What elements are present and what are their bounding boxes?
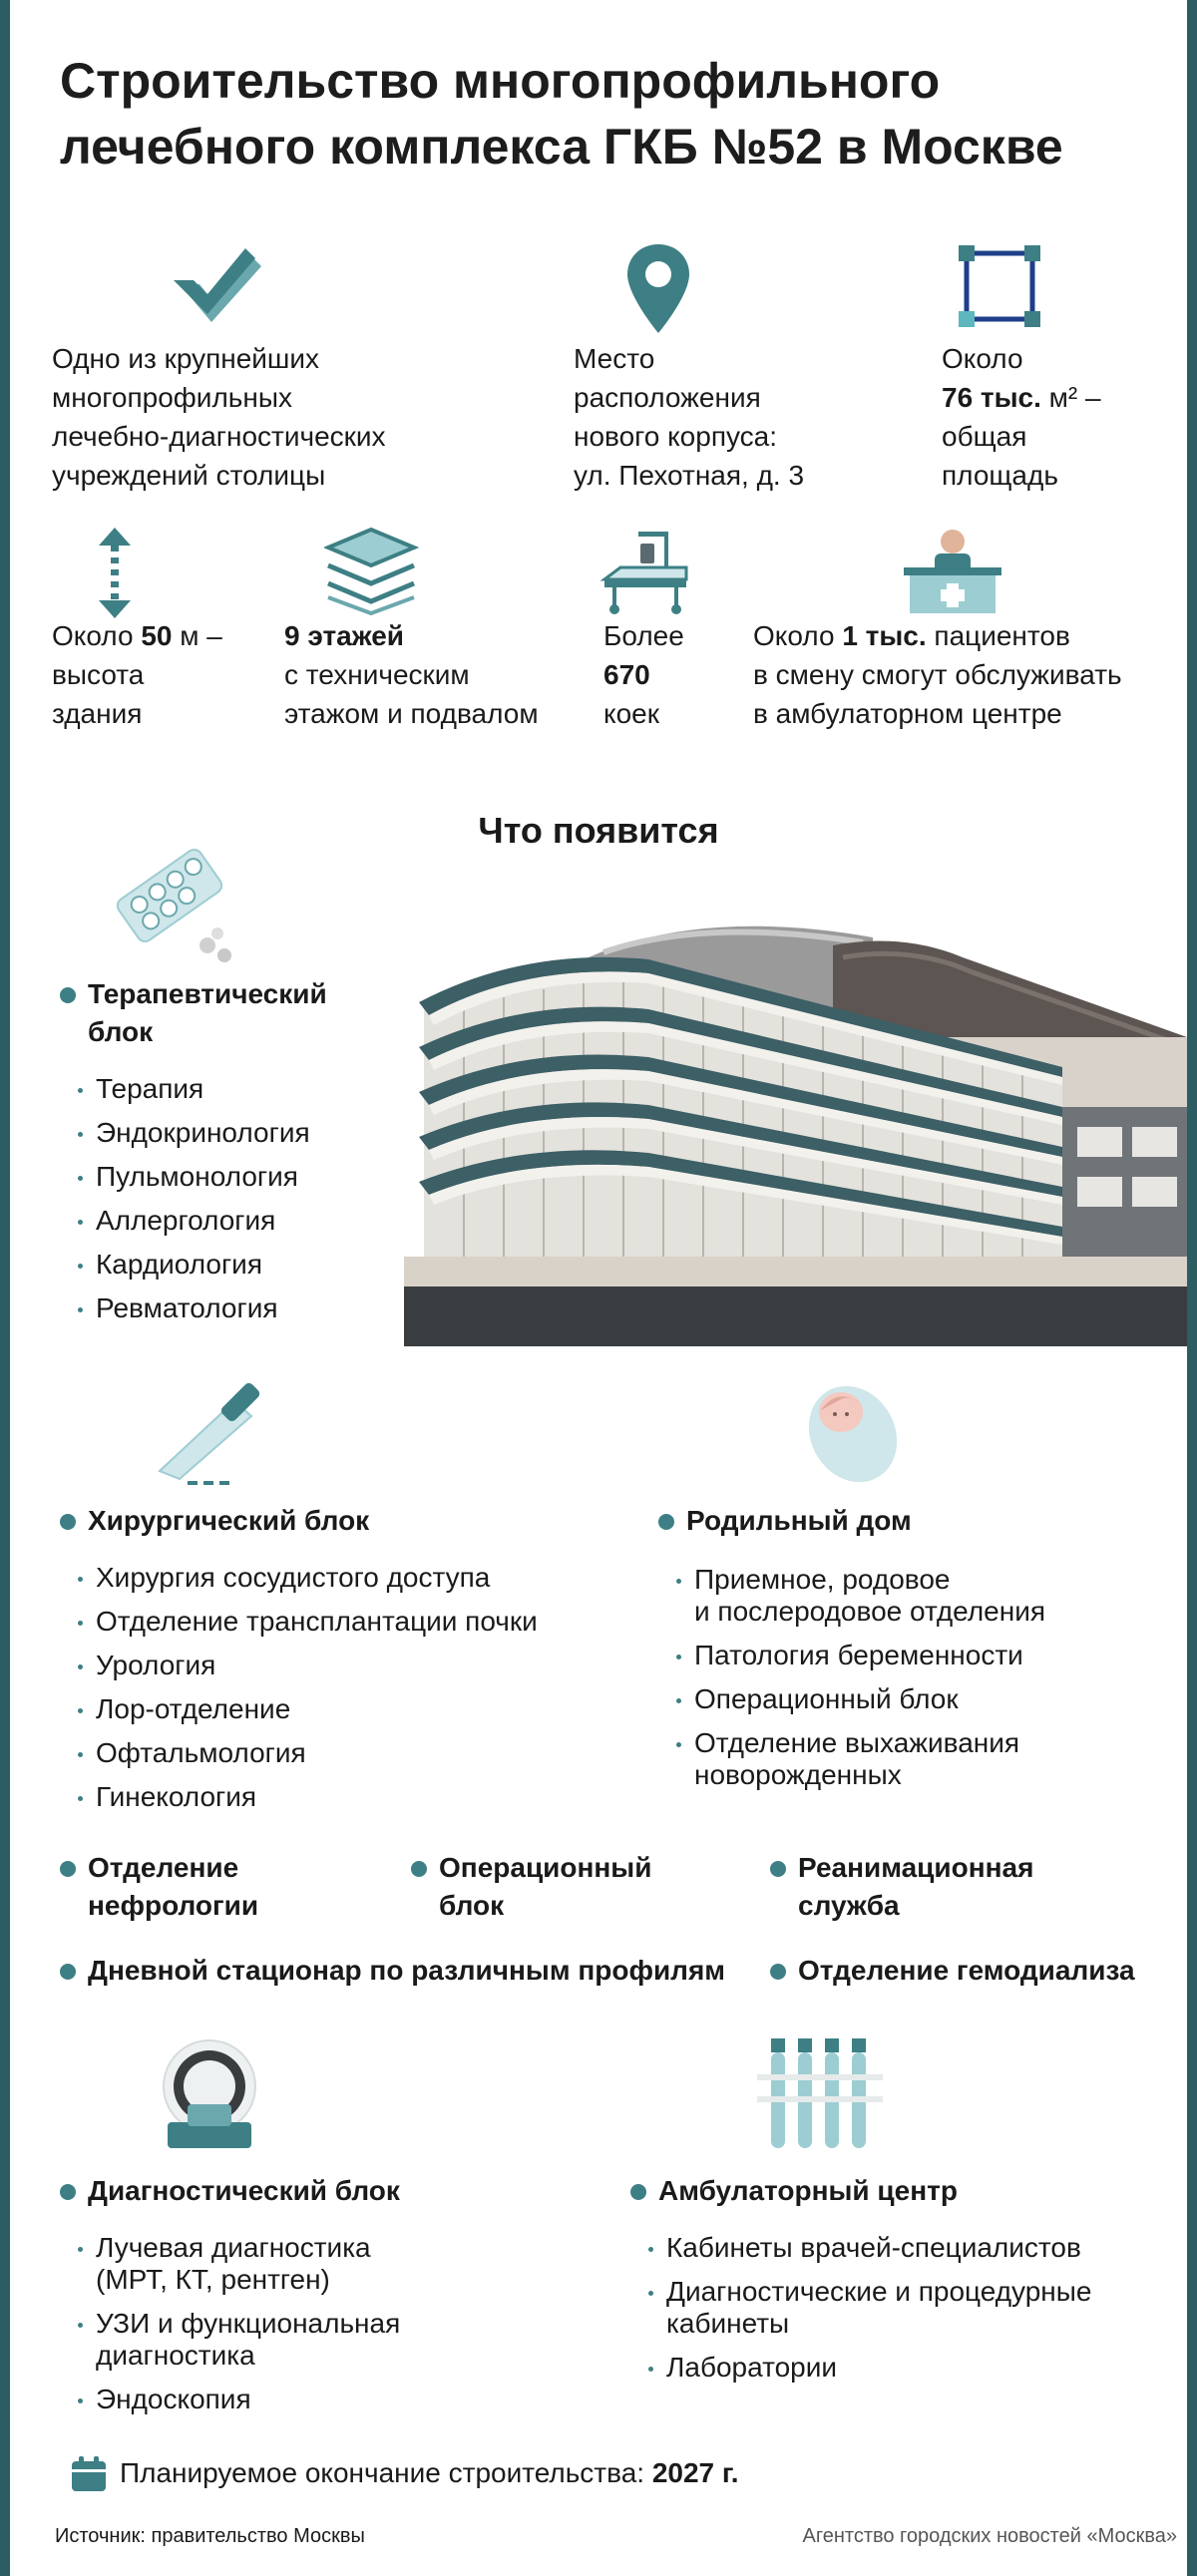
list-item: Кабинеты врачей-специалистов	[648, 2232, 1091, 2264]
maternity-block-heading: Родильный дом	[686, 1502, 912, 1540]
list-item: Патология беременности	[676, 1640, 1045, 1671]
mri-scanner-icon	[150, 2034, 269, 2154]
fact-largest: Одно из крупнейших многопрофильных лечебно-диагностических учреждений столицы	[52, 343, 386, 491]
page-title: Строительство многопрофильного лечебного комплекса ГКБ №52 в Москве	[60, 53, 1063, 175]
list-item: Эндоскопия	[78, 2384, 400, 2415]
bullet-dot	[770, 1861, 786, 1877]
infographic-card	[10, 0, 1187, 2576]
list-item: Пульмонология	[78, 1155, 310, 1199]
hemodialysis-heading: Отделение гемодиализа	[798, 1952, 1135, 1990]
test-tubes-icon	[753, 2034, 888, 2154]
hospital-building-illustration	[404, 898, 1187, 1346]
bullet-dot	[658, 1514, 674, 1530]
bullet-dot	[60, 987, 76, 1003]
surgery-list	[78, 1556, 538, 1819]
fact-patients: Около 1 тыс. пациентов в смену смогут обслуживать в амбулаторном центре	[753, 620, 1122, 729]
fact-beds: Более 670 коек	[603, 620, 684, 729]
checkmark-icon	[170, 244, 264, 329]
list-item: Приемное, родовое и послеродовое отделения	[676, 1564, 1045, 1628]
fact-height: Около 50 м – высота здания	[52, 620, 222, 729]
source-note: Источник: правительство Москвы	[55, 2525, 365, 2547]
list-item: Терапия	[78, 1067, 310, 1111]
list-item: УЗИ и функциональная диагностика	[78, 2308, 400, 2372]
floors-layers-icon	[324, 526, 419, 615]
bullet-dot	[630, 2184, 646, 2200]
fact-location: Место расположения нового корпуса: ул. Пехотная, д. 3	[574, 343, 805, 491]
bullet-dot	[60, 2184, 76, 2200]
nephrology-heading: Отделение нефрологии	[88, 1849, 258, 1925]
diagnostic-list	[78, 2232, 400, 2427]
surgery-block-heading: Хирургический блок	[88, 1502, 369, 1540]
completion-date: Планируемое окончание строительства: 2027 г.	[120, 2457, 739, 2488]
list-item: Хирургия сосудистого доступа	[78, 1556, 538, 1600]
ambulatory-list	[648, 2232, 1091, 2395]
list-item: Аллергология	[78, 1199, 310, 1243]
hospital-bed-icon	[598, 524, 693, 618]
bullet-dot	[411, 1861, 427, 1877]
area-square-icon	[958, 244, 1042, 329]
list-item: Отделение выхаживания новорожденных	[676, 1727, 1045, 1791]
day-hospital-heading: Дневной стационар по различным профилям	[88, 1952, 725, 1990]
therapy-list	[78, 1067, 310, 1330]
calendar-icon	[70, 2455, 108, 2493]
list-item: Эндокринология	[78, 1111, 310, 1155]
list-item: Лор-отделение	[78, 1687, 538, 1731]
list-item: Гинекология	[78, 1775, 538, 1819]
height-arrow-icon	[95, 526, 135, 620]
newborn-baby-icon	[793, 1374, 913, 1489]
maternity-list	[676, 1564, 1045, 1803]
operating-block-heading: Операционный блок	[439, 1849, 651, 1925]
list-item: Лучевая диагностика (МРТ, КТ, рентген)	[78, 2232, 400, 2296]
intensive-care-heading: Реанимационная служба	[798, 1849, 1033, 1925]
diagnostic-block-heading: Диагностический блок	[88, 2172, 400, 2210]
list-item: Урология	[78, 1644, 538, 1687]
scalpel-icon	[140, 1371, 279, 1491]
reception-doctor-icon	[898, 524, 1007, 618]
list-item: Операционный блок	[676, 1683, 1045, 1715]
bullet-dot	[60, 1514, 76, 1530]
ambulatory-center-heading: Амбулаторный центр	[658, 2172, 958, 2210]
fact-area: Около 76 тыс. м² – общая площадь	[942, 343, 1101, 491]
list-item: Лаборатории	[648, 2352, 1091, 2384]
list-item: Отделение трансплантации почки	[78, 1600, 538, 1644]
bullet-dot	[60, 1964, 76, 1980]
pills-icon	[110, 846, 239, 965]
location-pin-icon	[623, 241, 693, 336]
section-title: Что появится	[478, 810, 719, 851]
fact-floors: 9 этажей с техническим этажом и подвалом	[284, 620, 539, 729]
list-item: Кардиология	[78, 1243, 310, 1287]
agency-credit: Агентство городских новостей «Москва»	[802, 2525, 1177, 2547]
list-item: Офтальмология	[78, 1731, 538, 1775]
bullet-dot	[60, 1861, 76, 1877]
therapy-block-heading: Терапевтический блок	[88, 975, 327, 1051]
bullet-dot	[770, 1964, 786, 1980]
list-item: Ревматология	[78, 1287, 310, 1330]
list-item: Диагностические и процедурные кабинеты	[648, 2276, 1091, 2340]
